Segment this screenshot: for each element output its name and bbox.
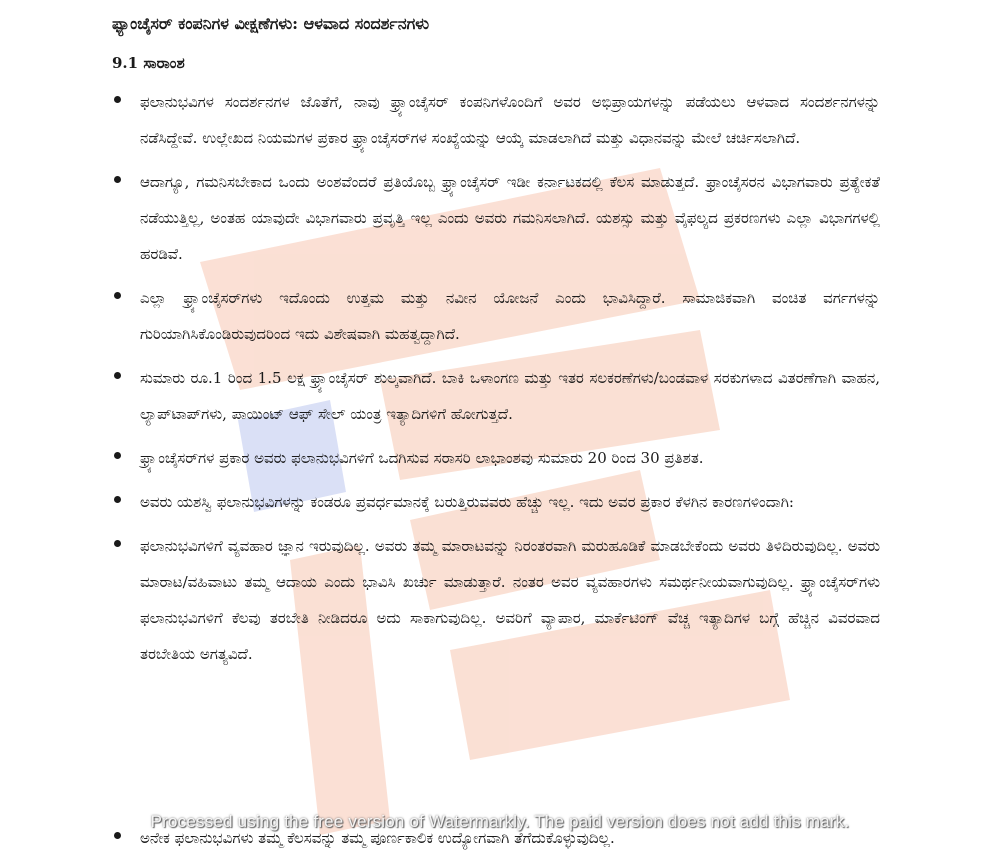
bullet-icon: [114, 452, 121, 459]
list-item: [112, 440, 880, 476]
bullet-icon: [114, 176, 121, 183]
bullet-text: ಫಲಾನುಭವಿಗಳ ಸಂದರ್ಶನಗಳ ಜೊತೆಗೆ, ನಾವು ಫ್ರ್ಯಾಂಚೈಸರ್ ಕಂಪನಿಗಳೊಂದಿಗೆ ಅವರ ಅಭಿಪ್ರಾಯಗಳನ್ನು ಪಡೆಯಲು ಆಳವಾದ ಸಂದರ್ಶನಗಳನ್ನು ನಡೆಸಿದ್ದೇವೆ. ಉಲ್ಲೇಖದ ನಿಯಮಗಳ ಪ್ರಕಾರ ಫ್ರ್ಯಾಂಚೈಸರ್‌ಗಳ ಸಂಖ್ಯೆಯನ್ನು ಆಯ್ಕೆ ಮಾಡಲಾಗಿದೆ ಮತ್ತು ವಿಧಾನವನ್ನು ಮೇಲೆ ಚರ್ಚಿಸಲಾಗಿದೆ.: [140, 93, 880, 147]
summary-list: [112, 84, 880, 680]
list-item: [112, 84, 880, 156]
bullet-icon: [114, 372, 121, 379]
watermark-notice: Processed using the free version of Watermarkly. The paid version does not add this mark.: [150, 812, 850, 831]
page-heading: ಫ್ಯಾಂಚೈಸರ್ ಕಂಪನಿಗಳ ವೀಕ್ಷಣೆಗಳು: ಆಳವಾದ ಸಂದರ್ಶನಗಳು: [112, 14, 430, 33]
bullet-text: ಸುಮಾರು ರೂ.1 ರಿಂದ 1.5 ಲಕ್ಷ ಫ್ರ್ಯಾಂಚೈಸರ್ ಶುಲ್ಕವಾಗಿದೆ. ಬಾಕಿ ಒಳಾಂಗಣ ಮತ್ತು ಇತರ ಸಲಕರಣೆಗಳು/ಬಂಡವಾಳ ಸರಕುಗಳಾದ ವಿತರಣೆಗಾಗಿ ವಾಹನ, ಲ್ಯಾಪ್‌ಟಾಪ್‌ಗಳು, ಪಾಯಿಂಟ್ ಆಫ್ ಸೇಲ್ ಯಂತ್ರ ಇತ್ಯಾದಿಗಳಿಗೆ ಹೋಗುತ್ತದೆ.: [140, 369, 880, 423]
list-item: [112, 528, 880, 672]
bullet-icon: [114, 496, 121, 503]
list-item: [112, 280, 880, 352]
section-title: 9.1 ಸಾರಾಂಶ: [112, 54, 185, 72]
bullet-text: ಫಲಾನುಭವಿಗಳಿಗೆ ವ್ಯವಹಾರ ಜ್ಞಾನ ಇರುವುದಿಲ್ಲ. ಅವರು ತಮ್ಮ ಮಾರಾಟವನ್ನು ನಿರಂತರವಾಗಿ ಮರುಹೂಡಿಕೆ ಮಾಡಬೇಕೆಂದು ಅವರು ತಿಳಿದಿರುವುದಿಲ್ಲ. ಅವರು ಮಾರಾಟ/ವಹಿವಾಟು ತಮ್ಮ ಆದಾಯ ಎಂದು ಭಾವಿಸಿ ಖರ್ಚು ಮಾಡುತ್ತಾರೆ. ನಂತರ ಅವರ ವ್ಯವಹಾರಗಳು ಸಮರ್ಥನೀಯವಾಗುವುದಿಲ್ಲ. ಫ್ರ್ಯಾಂಚೈಸರ್‌ಗಳು ಫಲಾನುಭವಿಗಳಿಗೆ ಕೆಲವು ತರಬೇತಿ ನೀಡಿದರೂ ಅದು ಸಾಕಾಗುವುದಿಲ್ಲ. ಅವರಿಗೆ ವ್ಯಾಪಾರ, ಮಾರ್ಕೆಟಿಂಗ್ ವೆಚ್ಚ ಇತ್ಯಾದಿಗಳ ಬಗ್ಗೆ ಹೆಚ್ಚಿನ ವಿವರವಾದ ತರಬೇತಿಯ ಅಗತ್ಯವಿದೆ.: [140, 537, 880, 663]
list-item: [112, 360, 880, 432]
list-item: [112, 484, 880, 520]
bullet-text: ಅನೇಕ ಫಲಾನುಭವಿಗಳು ತಮ್ಮ ಕೆಲಸವನ್ನು ತಮ್ಮ ಪೂರ್ಣಕಾಲಿಕ ಉದ್ಯೋಗವಾಗಿ ತೆಗೆದುಕೊಳ್ಳುವುದಿಲ್ಲ.: [140, 829, 615, 847]
bullet-text: ಆದಾಗ್ಯೂ, ಗಮನಿಸಬೇಕಾದ ಒಂದು ಅಂಶವೆಂದರೆ ಪ್ರತಿಯೊಬ್ಬ ಫ್ರ್ಯಾಂಚೈಸರ್ ಇಡೀ ಕರ್ನಾಟಕದಲ್ಲಿ ಕೆಲಸ ಮಾಡುತ್ತದೆ. ಫ್ರಾಂಚೈಸರನ ವಿಭಾಗವಾರು ಪ್ರತ್ಯೇಕತೆ ನಡೆಯುತ್ತಿಲ್ಲ, ಅಂತಹ ಯಾವುದೇ ವಿಭಾಗವಾರು ಪ್ರವೃತ್ತಿ ಇಲ್ಲ ಎಂದು ಅವರು ಗಮನಿಸಲಾಗಿದೆ. ಯಶಸ್ಸು ಮತ್ತು ವೈಫಲ್ಯದ ಪ್ರಕರಣಗಳು ಎಲ್ಲಾ ವಿಭಾಗಗಳಲ್ಲಿ ಹರಡಿವೆ.: [140, 173, 880, 263]
bullet-text: ಎಲ್ಲಾ ಫ್ರ್ಯಾಂಚೈಸರ್‌ಗಳು ಇದೊಂದು ಉತ್ತಮ ಮತ್ತು ನವೀನ ಯೋಜನೆ ಎಂದು ಭಾವಿಸಿದ್ದಾರೆ. ಸಾಮಾಜಿಕವಾಗಿ ವಂಚಿತ ವರ್ಗಗಳನ್ನು ಗುರಿಯಾಗಿಸಿಕೊಂಡಿರುವುದರಿಂದ ಇದು ವಿಶೇಷವಾಗಿ ಮಹತ್ವದ್ದಾಗಿದೆ.: [140, 289, 880, 343]
bullet-icon: [114, 540, 121, 547]
bullet-icon: [114, 96, 121, 103]
bullet-text: ಅವರು ಯಶಸ್ವಿ ಫಲಾನುಭವಿಗಳನ್ನು ಕಂಡರೂ ಪ್ರವರ್ಧಮಾನಕ್ಕೆ ಬರುತ್ತಿರುವವರು ಹೆಚ್ಚು ಇಲ್ಲ. ಇದು ಅವರ ಪ್ರಕಾರ ಕೆಳಗಿನ ಕಾರಣಗಳಿಂದಾಗಿ:: [140, 493, 794, 511]
bullet-icon: [114, 292, 121, 299]
bullet-text: ಫ್ರ್ಯಾಂಚೈಸರ್‌ಗಳ ಪ್ರಕಾರ ಅವರು ಫಲಾನುಭವಿಗಳಿಗೆ ಒದಗಿಸುವ ಸರಾಸರಿ ಲಾಭಾಂಶವು ಸುಮಾರು 20 ರಿಂದ 30 ಪ್ರತಿಶತ.: [140, 449, 704, 467]
bullet-icon: [114, 832, 121, 839]
list-item: [112, 164, 880, 272]
